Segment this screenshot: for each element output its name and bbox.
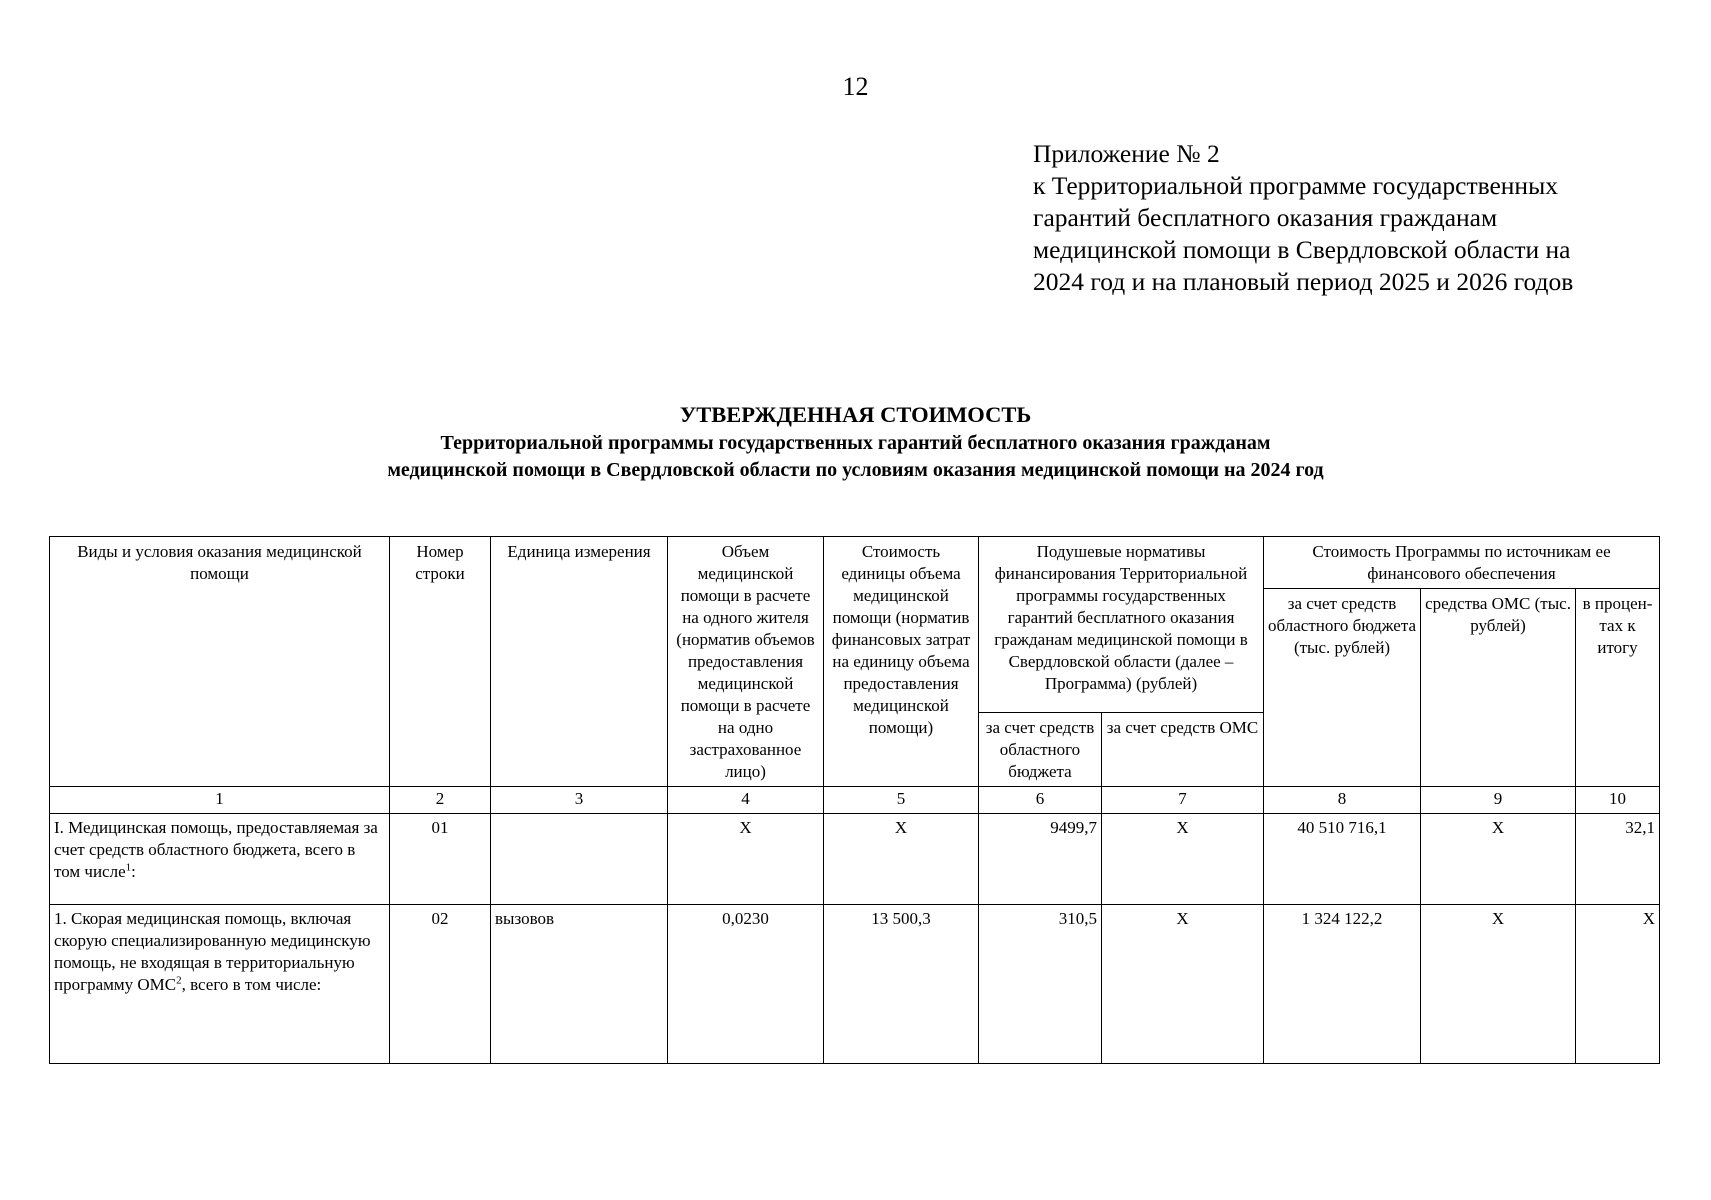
- column-number: 7: [1102, 787, 1264, 814]
- footnote-mark: 2: [176, 974, 182, 987]
- table-row: [50, 814, 1660, 905]
- header-line-number: Номер строки: [390, 537, 491, 787]
- header-cost-budget: за счет средств областного бюджета (тыс. рублей): [1264, 589, 1421, 787]
- header-per-capita-budget: за счет средств областного бюджета: [979, 713, 1102, 787]
- title-line-3: медицинской помощи в Свердловской области по условиям оказания медицинской помощи на 2024 год: [387, 459, 1324, 481]
- row-unit: [491, 814, 668, 905]
- header-cost-group: Стоимость Программы по источникам ее финансового обеспечения: [1264, 537, 1660, 589]
- row-unit-cost: 13 500,3: [824, 905, 979, 1064]
- header-per-capita-oms: за счет средств ОМС: [1102, 713, 1264, 787]
- row-name-tail: , всего в том числе:: [181, 975, 322, 994]
- appendix-line: 2024 год и на плановый период 2025 и 2026 годов: [1033, 267, 1574, 296]
- column-number: 1: [50, 787, 390, 814]
- column-number: 10: [1576, 787, 1660, 814]
- column-number-row: [50, 787, 1660, 814]
- page-number: 12: [842, 72, 869, 101]
- row-name: 1. Скорая медицинская помощь, включая скорую специализированную медицинскую помощь, не входящая в территориальную программу ОМС: [54, 909, 371, 994]
- header-percent: в процен-тах к итогу: [1576, 589, 1660, 787]
- row-unit-cost: X: [824, 814, 979, 905]
- row-name: I. Медицинская помощь, предоставляемая за счет средств областного бюджета, всего в том числе: [54, 818, 378, 881]
- row-per-capita-oms: X: [1102, 905, 1264, 1064]
- row-volume: X: [668, 814, 824, 905]
- appendix-line: Приложение № 2: [1033, 139, 1220, 168]
- row-name-cell: [50, 814, 390, 905]
- header-kinds: Виды и условия оказания медицинской помощи: [50, 537, 390, 787]
- row-cost-oms: X: [1421, 905, 1576, 1064]
- row-cost-budget: 40 510 716,1: [1264, 814, 1421, 905]
- row-unit: вызовов: [491, 905, 668, 1064]
- row-line-number: 01: [390, 814, 491, 905]
- header-per-capita-group: Подушевые нормативы финансирования Территориальной программы государственных гарантий бесплатного оказания гражданам медицинской помощи в Свердловской области (далее – Программа) (рублей): [979, 537, 1264, 713]
- appendix-line: к Территориальной программе государственных: [1033, 171, 1558, 200]
- row-percent: 32,1: [1576, 814, 1660, 905]
- appendix-line: гарантий бесплатного оказания гражданам: [1033, 203, 1498, 232]
- header-unit-cost: Стоимость единицы объема медицинской помощи (норматив финансовых затрат на единицу объема предоставления медицинской помощи): [824, 537, 979, 787]
- row-cost-oms: X: [1421, 814, 1576, 905]
- row-cost-budget: 1 324 122,2: [1264, 905, 1421, 1064]
- cost-table: [49, 536, 1660, 1064]
- column-number: 4: [668, 787, 824, 814]
- row-name-tail: :: [131, 862, 136, 881]
- row-name-cell: [50, 905, 390, 1064]
- appendix-block: [1033, 138, 1693, 298]
- document-title: [0, 400, 1711, 484]
- title-line-1: УТВЕРЖДЕННАЯ СТОИМОСТЬ: [679, 402, 1032, 427]
- header-unit: Единица измерения: [491, 537, 668, 787]
- row-line-number: 02: [390, 905, 491, 1064]
- column-number: 8: [1264, 787, 1421, 814]
- column-number: 2: [390, 787, 491, 814]
- row-percent: X: [1576, 905, 1660, 1064]
- header-volume: Объем медицинской помощи в расчете на одного жителя (норматив объемов предоставления медицинской помощи в расчете на одно застрахованное лицо): [668, 537, 824, 787]
- title-line-2: Территориальной программы государственных гарантий бесплатного оказания гражданам: [440, 432, 1271, 454]
- row-per-capita-budget: 310,5: [979, 905, 1102, 1064]
- header-cost-oms: средства ОМС (тыс. рублей): [1421, 589, 1576, 787]
- column-number: 9: [1421, 787, 1576, 814]
- column-number: 5: [824, 787, 979, 814]
- column-number: 3: [491, 787, 668, 814]
- row-per-capita-oms: X: [1102, 814, 1264, 905]
- table-row: [50, 905, 1660, 1064]
- row-per-capita-budget: 9499,7: [979, 814, 1102, 905]
- appendix-line: медицинской помощи в Свердловской области на: [1033, 235, 1571, 264]
- header-row-1: [50, 537, 1660, 589]
- footnote-mark: 1: [125, 861, 132, 874]
- column-number: 6: [979, 787, 1102, 814]
- row-volume: 0,0230: [668, 905, 824, 1064]
